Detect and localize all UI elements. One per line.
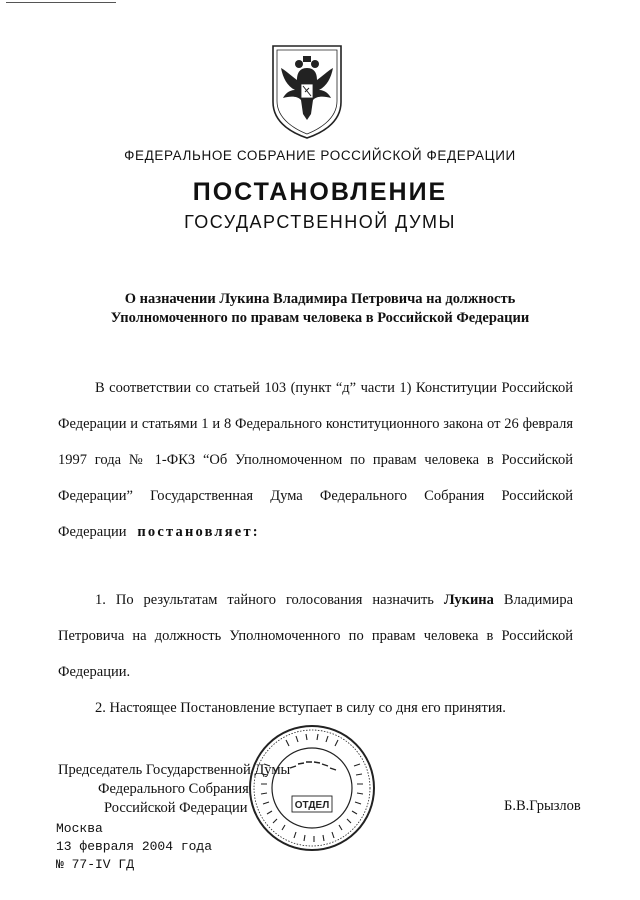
signature-line-1: Председатель Государственной Думы [58,762,291,778]
stamp-center-text: ОТДЕЛ [294,800,330,811]
city: Москва [56,821,103,836]
preamble-paragraph [58,370,573,550]
resolves-word: постановляет: [137,524,260,540]
document-subtitle: ГОСУДАРСТВЕННОЙ ДУМЫ [184,212,456,232]
item-1-surname: Лукина [443,592,494,608]
resolution-heading [60,290,580,328]
heading-line-1: О назначении Лукина Владимира Петровича на должность [124,291,516,307]
resolution-item-1 [58,582,573,690]
preamble-text: В соответствии со статьей 103 (пункт “д” части 1) Конституции Российской Федерации и статьями 1 и 8 Федерального конституционного закона от 26 февраля 1997 года № 1-ФКЗ “Об Уполномоченном по правам человека в Российской Федерации” Государственная Дума Федерального Собрания Российской Федерации [58,380,573,540]
signature-line-3: Российской Федерации [104,800,248,816]
top-rule [6,2,116,3]
place-date-number [56,820,212,874]
official-seal-stamp [246,722,378,854]
document-title: ПОСТАНОВЛЕНИЕ [192,178,448,206]
item-1-text-before: 1. По результатам тайного голосования назначить [95,592,434,608]
coat-of-arms-emblem [269,44,345,140]
signer-name: Б.В.Грызлов [504,798,581,814]
heading-line-2: Уполномоченного по правам человека в Российской Федерации [110,310,530,326]
item-1-text-after: Владимира Петровича на должность Уполномоченного по правам человека в Российской Федерации. [58,592,574,680]
assembly-name: ФЕДЕРАЛЬНОЕ СОБРАНИЕ РОССИЙСКОЙ ФЕДЕРАЦИИ [124,148,516,163]
resolution-item-2: 2. Настоящее Постановление вступает в силу со дня его принятия. [95,700,506,716]
date: 13 февраля 2004 года [56,839,213,854]
registration-number: № 77-IV ГД [56,857,135,872]
signature-line-2: Федерального Собрания [98,781,249,797]
